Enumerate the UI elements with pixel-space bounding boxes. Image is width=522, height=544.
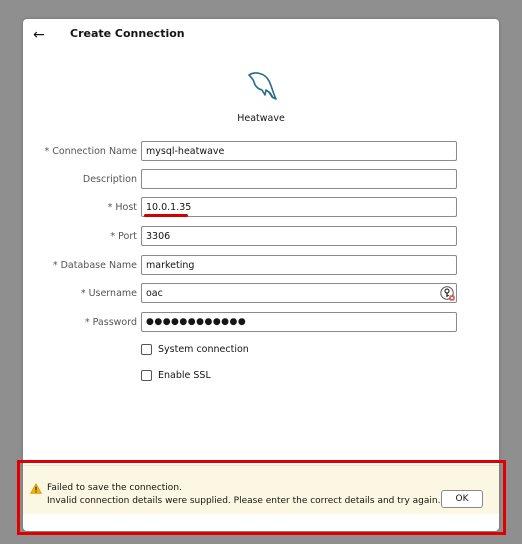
form-row-username (23, 283, 499, 305)
warning-icon (30, 483, 42, 494)
database-name-input[interactable] (141, 255, 457, 275)
form-row-connection-name (23, 141, 499, 163)
checkbox-label: Enable SSL (158, 370, 211, 381)
field-label: * Username (80, 288, 137, 299)
field-label: Description (82, 174, 137, 185)
field-label: * Connection Name (44, 146, 137, 157)
mysql-dolphin-icon (243, 69, 279, 103)
arrow-left-icon[interactable]: ← (33, 27, 45, 43)
field-label: * Database Name (52, 260, 137, 271)
enable-ssl-checkbox[interactable] (141, 370, 152, 381)
dialog-title: Create Connection (70, 27, 185, 40)
field-label: * Host (107, 202, 137, 213)
port-input[interactable] (141, 226, 457, 246)
field-label: * Port (110, 231, 137, 242)
form-row-database-name (23, 255, 499, 277)
alert-title: Failed to save the connection. (47, 483, 182, 493)
create-connection-dialog (23, 19, 499, 531)
form-row-host (23, 197, 499, 219)
ok-button[interactable]: OK (441, 490, 483, 508)
dialog-header (23, 19, 499, 51)
password-input[interactable] (141, 312, 457, 332)
alert-detail: Invalid connection details were supplied. Please enter the correct details and try again. (47, 496, 441, 506)
key-error-icon[interactable] (440, 286, 455, 301)
host-input[interactable] (141, 197, 457, 217)
connection-name-input[interactable] (141, 141, 457, 161)
checkbox-label: System connection (158, 344, 249, 355)
logo-caption: Heatwave (237, 113, 285, 124)
form-row-password (23, 312, 499, 334)
field-label: * Password (84, 317, 137, 328)
form-row-description (23, 169, 499, 191)
error-alert (23, 465, 499, 514)
username-input[interactable] (141, 283, 457, 303)
host-annotation-underline (144, 214, 188, 217)
form-row-port (23, 226, 499, 248)
description-input[interactable] (141, 169, 457, 189)
system-connection-checkbox[interactable] (141, 344, 152, 355)
